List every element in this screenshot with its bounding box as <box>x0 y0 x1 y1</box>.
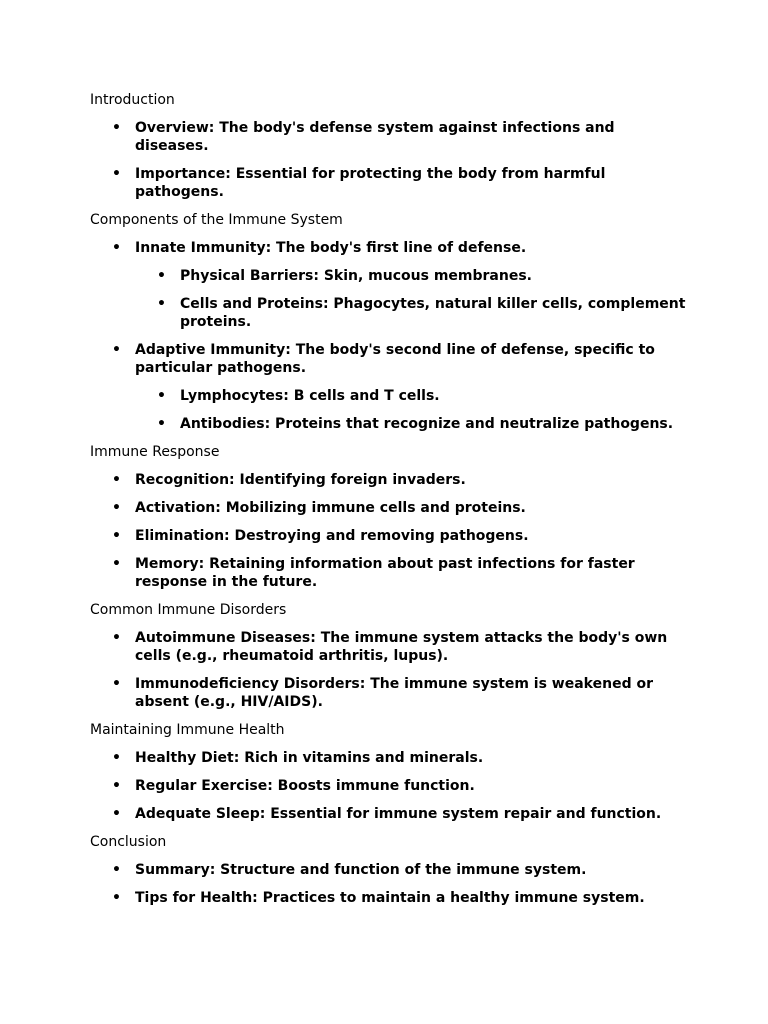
disorders-list <box>90 629 690 711</box>
bullet-icon: • <box>157 268 166 284</box>
bullet-icon: • <box>112 750 121 766</box>
list-item: • Activation: Mobilizing immune cells and proteins. <box>112 500 526 516</box>
section-heading-introduction: Introduction <box>90 92 175 108</box>
list-item: • Healthy Diet: Rich in vitamins and minerals. <box>112 750 484 766</box>
bullet-icon: • <box>157 296 166 312</box>
list-item: • Importance: Essential for protecting the body from harmful pathogens. <box>112 166 606 200</box>
bullet-icon: • <box>112 166 121 182</box>
bullet-icon: • <box>112 120 121 136</box>
bullet-icon: • <box>112 500 121 516</box>
list-item: • Overview: The body's defense system against infections and diseases. <box>112 120 615 154</box>
list-item: • Adequate Sleep: Essential for immune system repair and function. <box>112 806 662 822</box>
section-heading-components: Components of the Immune System <box>90 212 343 228</box>
bullet-icon: • <box>112 778 121 794</box>
components-list-adaptive <box>90 341 690 377</box>
list-item: • Immunodeficiency Disorders: The immune system is weakened or absent (e.g., HIV/AIDS). <box>112 676 653 710</box>
document-page <box>90 91 690 907</box>
bullet-icon: • <box>112 806 121 822</box>
bullet-icon: • <box>112 556 121 572</box>
bullet-icon: • <box>112 240 121 256</box>
conclusion-list <box>90 861 690 907</box>
list-item: • Elimination: Destroying and removing pathogens. <box>112 528 529 544</box>
bullet-icon: • <box>112 342 121 358</box>
sub-list-item: • Antibodies: Proteins that recognize and neutralize pathogens. <box>157 416 674 432</box>
list-item: • Autoimmune Diseases: The immune system attacks the body's own cells (e.g., rheumatoid arthritis, lupus). <box>112 630 668 664</box>
bullet-icon: • <box>112 890 121 906</box>
sub-list-item: • Lymphocytes: B cells and T cells. <box>157 388 440 404</box>
sub-list-item: • Cells and Proteins: Phagocytes, natural killer cells, complement proteins. <box>157 296 686 330</box>
bullet-icon: • <box>112 676 121 692</box>
bullet-icon: • <box>112 528 121 544</box>
list-item: • Regular Exercise: Boosts immune function. <box>112 778 475 794</box>
bullet-icon: • <box>157 416 166 432</box>
list-item: • Adaptive Immunity: The body's second line of defense, specific to particular pathogens. <box>112 342 655 376</box>
list-item: • Summary: Structure and function of the immune system. <box>112 862 587 878</box>
bullet-icon: • <box>157 388 166 404</box>
immune-response-list <box>90 471 690 591</box>
list-item: • Recognition: Identifying foreign invaders. <box>112 472 466 488</box>
section-heading-conclusion: Conclusion <box>90 834 167 850</box>
bullet-icon: • <box>112 472 121 488</box>
list-item: • Tips for Health: Practices to maintain a healthy immune system. <box>112 890 645 906</box>
immune-health-list <box>90 749 690 823</box>
list-item: • Memory: Retaining information about past infections for faster response in the future. <box>112 556 635 590</box>
list-item: • Innate Immunity: The body's first line of defense. <box>112 240 527 256</box>
bullet-icon: • <box>112 862 121 878</box>
section-heading-immune-response: Immune Response <box>90 444 220 460</box>
section-heading-disorders: Common Immune Disorders <box>90 602 287 618</box>
section-heading-immune-health: Maintaining Immune Health <box>90 722 285 738</box>
sub-list-item: • Physical Barriers: Skin, mucous membranes. <box>157 268 532 284</box>
introduction-list <box>90 119 690 201</box>
innate-sub-list <box>90 267 690 331</box>
bullet-icon: • <box>112 630 121 646</box>
components-list <box>90 239 690 257</box>
adaptive-sub-list <box>90 387 690 433</box>
